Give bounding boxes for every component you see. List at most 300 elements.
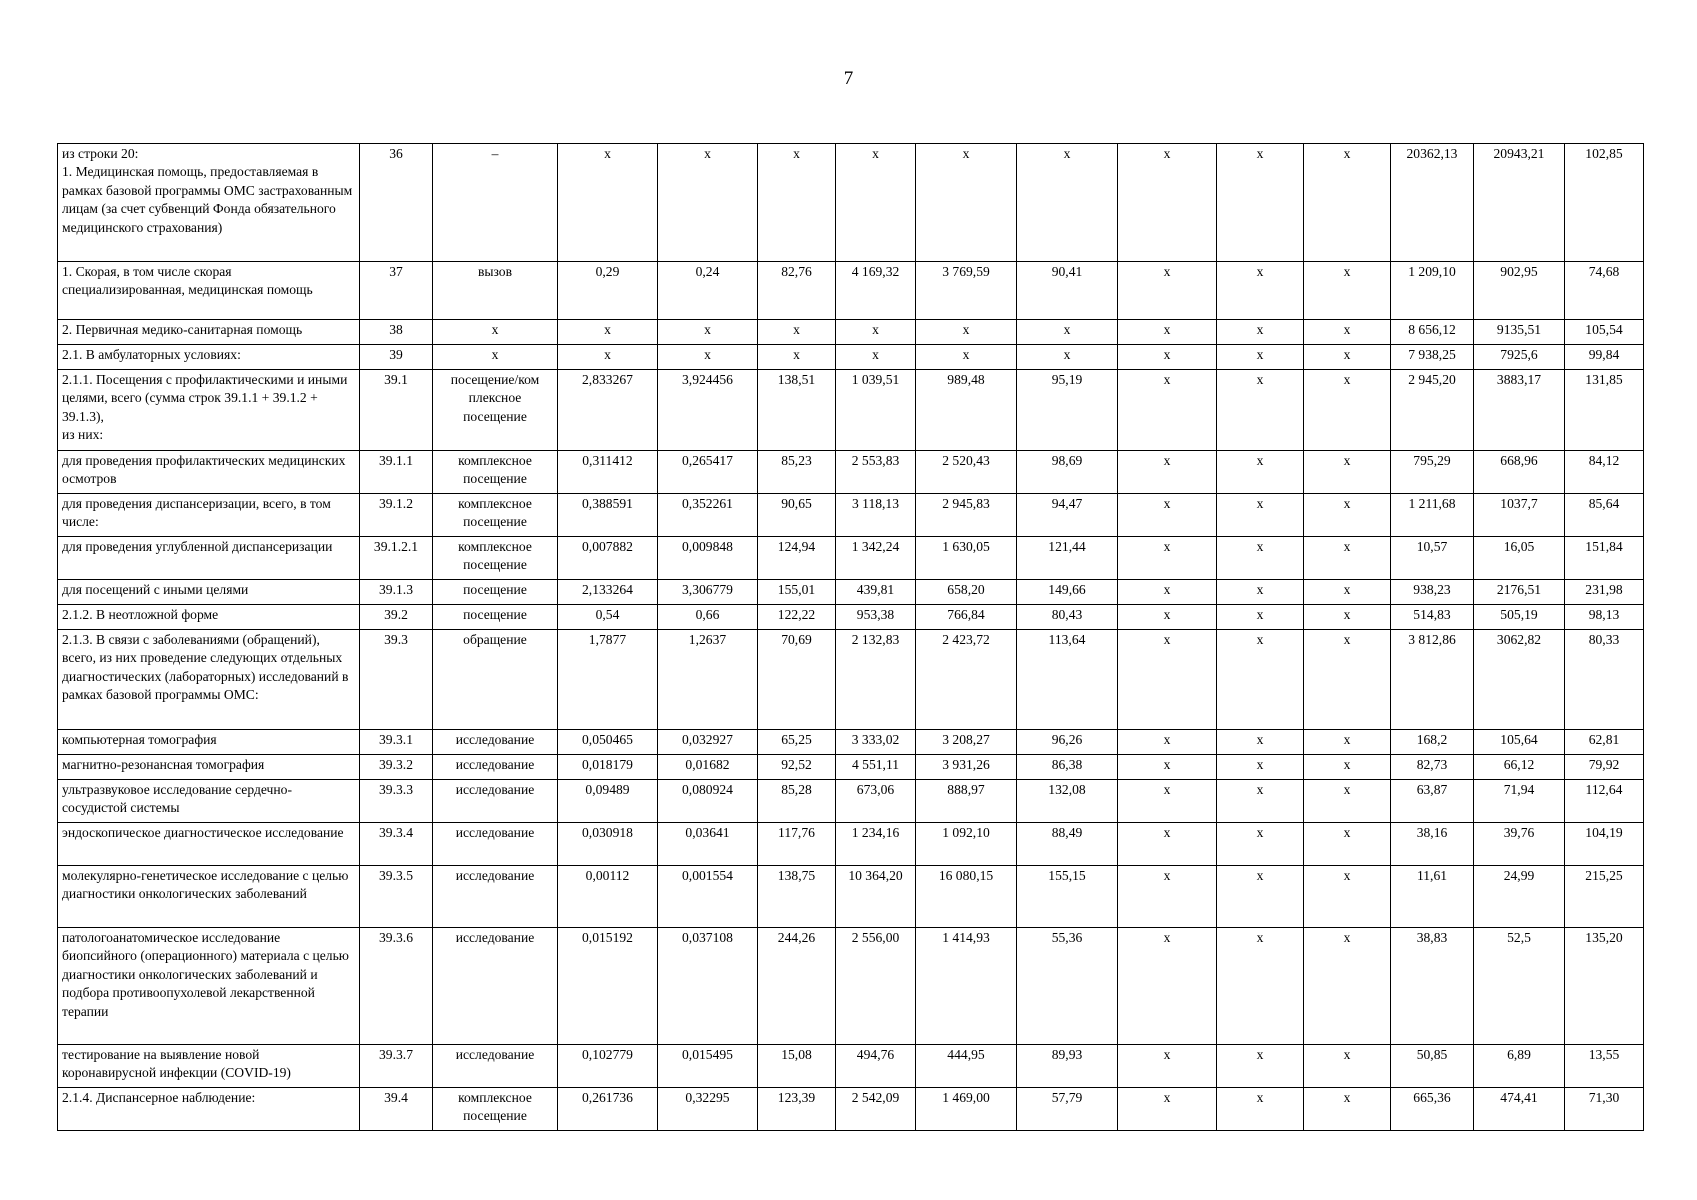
table-cell: 122,22	[758, 605, 836, 630]
table-cell: исследование	[433, 780, 558, 823]
table-row	[58, 1088, 1644, 1131]
table-row	[58, 730, 1644, 755]
table-cell: х	[1118, 580, 1217, 605]
table-row	[58, 1045, 1644, 1088]
table-cell: х	[1217, 451, 1304, 494]
table-cell: х	[1118, 1088, 1217, 1131]
table-cell: х	[1304, 262, 1391, 320]
table-cell: 658,20	[916, 580, 1017, 605]
table-cell: 0,080924	[658, 780, 758, 823]
table-cell: х	[916, 320, 1017, 345]
table-cell: 953,38	[836, 605, 916, 630]
table-cell: исследование	[433, 928, 558, 1045]
table-cell: х	[1304, 1088, 1391, 1131]
table-cell: х	[1217, 605, 1304, 630]
table-cell: х	[758, 320, 836, 345]
table-cell: 7 938,25	[1391, 345, 1474, 370]
table-cell: 514,83	[1391, 605, 1474, 630]
row-name-cell: 2.1. В амбулаторных условиях:	[58, 345, 360, 370]
table-cell: х	[558, 320, 658, 345]
table-cell: 39.3.4	[360, 823, 433, 866]
table-cell: 1 211,68	[1391, 494, 1474, 537]
table-cell: 117,76	[758, 823, 836, 866]
table-cell: 80,33	[1565, 630, 1644, 730]
table-cell: 99,84	[1565, 345, 1644, 370]
table-cell: х	[1217, 1045, 1304, 1088]
table-cell: обращение	[433, 630, 558, 730]
table-cell: 95,19	[1017, 370, 1118, 451]
table-cell: 98,13	[1565, 605, 1644, 630]
table-cell: 105,64	[1474, 730, 1565, 755]
table-cell: 3,924456	[658, 370, 758, 451]
table-cell: х	[1304, 630, 1391, 730]
table-cell: 149,66	[1017, 580, 1118, 605]
table-cell: 57,79	[1017, 1088, 1118, 1131]
table-cell: 39.1	[360, 370, 433, 451]
table-cell: х	[433, 345, 558, 370]
table-cell: 3 118,13	[836, 494, 916, 537]
table-cell: 11,61	[1391, 866, 1474, 928]
table-cell: 37	[360, 262, 433, 320]
table-cell: 0,01682	[658, 755, 758, 780]
table-cell: 3,306779	[658, 580, 758, 605]
table-cell: 52,5	[1474, 928, 1565, 1045]
table-cell: 13,55	[1565, 1045, 1644, 1088]
table-cell: 1,7877	[558, 630, 658, 730]
table-row	[58, 605, 1644, 630]
row-name-cell: компьютерная томография	[58, 730, 360, 755]
table-cell: 85,23	[758, 451, 836, 494]
row-name-cell: 2. Первичная медико-санитарная помощь	[58, 320, 360, 345]
table-cell: 39.3.7	[360, 1045, 433, 1088]
table-cell: х	[1118, 730, 1217, 755]
table-cell: 15,08	[758, 1045, 836, 1088]
table-cell: 668,96	[1474, 451, 1565, 494]
table-cell: х	[1217, 1088, 1304, 1131]
table-row	[58, 630, 1644, 730]
row-name-cell: 2.1.1. Посещения с профилактическими и иными целями, всего (сумма строк 39.1.1 + 39.1.2 + 39.1.3), из них:	[58, 370, 360, 451]
table-row	[58, 144, 1644, 262]
table-cell: 244,26	[758, 928, 836, 1045]
table-cell: х	[1217, 755, 1304, 780]
table-cell: х	[1217, 928, 1304, 1045]
table-row	[58, 866, 1644, 928]
table-cell: 113,64	[1017, 630, 1118, 730]
table-cell: 494,76	[836, 1045, 916, 1088]
table-cell: 665,36	[1391, 1088, 1474, 1131]
row-name-cell: 2.1.2. В неотложной форме	[58, 605, 360, 630]
page-number: 7	[843, 68, 854, 89]
table-cell: х	[1017, 320, 1118, 345]
table-cell: х	[1118, 755, 1217, 780]
table-cell: 0,261736	[558, 1088, 658, 1131]
table-cell: 0,001554	[658, 866, 758, 928]
table-row	[58, 370, 1644, 451]
table-row	[58, 494, 1644, 537]
table-cell: 1037,7	[1474, 494, 1565, 537]
table-cell: 39.3.3	[360, 780, 433, 823]
table-cell: х	[658, 345, 758, 370]
row-name-cell: магнитно-резонансная томография	[58, 755, 360, 780]
table-cell: х	[1304, 928, 1391, 1045]
table-cell: 98,69	[1017, 451, 1118, 494]
table-cell: х	[836, 144, 916, 262]
table-cell: 38,16	[1391, 823, 1474, 866]
table-cell: 0,102779	[558, 1045, 658, 1088]
table-cell: х	[916, 144, 1017, 262]
table-cell: х	[1217, 823, 1304, 866]
table-cell: 1 039,51	[836, 370, 916, 451]
table-cell: 3 812,86	[1391, 630, 1474, 730]
data-table	[57, 143, 1644, 1131]
table-cell: х	[1217, 345, 1304, 370]
table-cell: 65,25	[758, 730, 836, 755]
table-cell: х	[1217, 630, 1304, 730]
table-cell: х	[1217, 580, 1304, 605]
row-name-cell: для проведения профилактических медицинских осмотров	[58, 451, 360, 494]
table-cell: 0,00112	[558, 866, 658, 928]
table-cell: 0,32295	[658, 1088, 758, 1131]
table-cell: 8 656,12	[1391, 320, 1474, 345]
table-cell: 96,26	[1017, 730, 1118, 755]
table-cell: 4 551,11	[836, 755, 916, 780]
table-cell: комплексное посещение	[433, 1088, 558, 1131]
table-cell: х	[1304, 1045, 1391, 1088]
table-cell: 0,24	[658, 262, 758, 320]
table-cell: х	[1217, 730, 1304, 755]
table-cell: 0,29	[558, 262, 658, 320]
table-cell: х	[1304, 144, 1391, 262]
table-cell: 439,81	[836, 580, 916, 605]
table-row	[58, 537, 1644, 580]
table-cell: 79,92	[1565, 755, 1644, 780]
row-name-cell: патологоанатомическое исследование биопсийного (операционного) материала с целью диагностики онкологических заболеваний и подбора противоопухолевой лекарственной терапии	[58, 928, 360, 1045]
table-cell: комплексное посещение	[433, 494, 558, 537]
table-cell: 231,98	[1565, 580, 1644, 605]
table-cell: х	[1304, 345, 1391, 370]
table-cell: исследование	[433, 866, 558, 928]
table-cell: 71,94	[1474, 780, 1565, 823]
table-cell: х	[1118, 1045, 1217, 1088]
table-cell: 50,85	[1391, 1045, 1474, 1088]
table-cell: 505,19	[1474, 605, 1565, 630]
table-cell: х	[1217, 144, 1304, 262]
table-cell: 3 769,59	[916, 262, 1017, 320]
table-cell: х	[658, 320, 758, 345]
table-cell: х	[1304, 580, 1391, 605]
table-cell: 2 520,43	[916, 451, 1017, 494]
table-cell: 2 553,83	[836, 451, 916, 494]
table-cell: х	[1118, 780, 1217, 823]
table-cell: 121,44	[1017, 537, 1118, 580]
table-cell: 0,388591	[558, 494, 658, 537]
table-cell: х	[1118, 928, 1217, 1045]
table-cell: 39.3.2	[360, 755, 433, 780]
table-cell: 1,2637	[658, 630, 758, 730]
table-cell: 39.1.3	[360, 580, 433, 605]
table-cell: х	[1304, 320, 1391, 345]
table-cell: 0,311412	[558, 451, 658, 494]
table-cell: исследование	[433, 730, 558, 755]
table-cell: 105,54	[1565, 320, 1644, 345]
table-cell: х	[916, 345, 1017, 370]
table-cell: комплексное посещение	[433, 537, 558, 580]
table-cell: 673,06	[836, 780, 916, 823]
table-cell: 138,75	[758, 866, 836, 928]
table-row	[58, 928, 1644, 1045]
table-cell: 39,76	[1474, 823, 1565, 866]
table-cell: 3 931,26	[916, 755, 1017, 780]
table-cell: 82,73	[1391, 755, 1474, 780]
table-cell: х	[1118, 370, 1217, 451]
table-cell: 2 945,20	[1391, 370, 1474, 451]
table-row	[58, 345, 1644, 370]
table-cell: 0,007882	[558, 537, 658, 580]
table-cell: х	[1217, 537, 1304, 580]
table-cell: 62,81	[1565, 730, 1644, 755]
table-cell: 39.1.2.1	[360, 537, 433, 580]
row-name-cell: для проведения диспансеризации, всего, в том числе:	[58, 494, 360, 537]
table-cell: 10 364,20	[836, 866, 916, 928]
table-cell: х	[558, 345, 658, 370]
table-cell: х	[1118, 320, 1217, 345]
table-cell: 80,43	[1017, 605, 1118, 630]
table-cell: вызов	[433, 262, 558, 320]
table-cell: исследование	[433, 1045, 558, 1088]
table-cell: 90,65	[758, 494, 836, 537]
table-cell: х	[836, 345, 916, 370]
table-cell: х	[1217, 370, 1304, 451]
table-cell: 0,037108	[658, 928, 758, 1045]
row-name-cell: тестирование на выявление новой коронавирусной инфекции (COVID-19)	[58, 1045, 360, 1088]
row-name-cell: для посещений с иными целями	[58, 580, 360, 605]
table-row	[58, 262, 1644, 320]
table-cell: 1 342,24	[836, 537, 916, 580]
table-cell: 168,2	[1391, 730, 1474, 755]
table-cell: 0,54	[558, 605, 658, 630]
table-cell: 71,30	[1565, 1088, 1644, 1131]
table-cell: х	[1118, 866, 1217, 928]
table-cell: 0,030918	[558, 823, 658, 866]
table-cell: 16,05	[1474, 537, 1565, 580]
table-cell: 38	[360, 320, 433, 345]
table-cell: х	[1304, 755, 1391, 780]
row-name-cell: из строки 20: 1. Медицинская помощь, предоставляемая в рамках базовой программы ОМС застрахованным лицам (за счет субвенций Фонда обязательного медицинского страхования)	[58, 144, 360, 262]
table-cell: х	[1118, 630, 1217, 730]
table-cell: х	[836, 320, 916, 345]
table-cell: 0,009848	[658, 537, 758, 580]
table-cell: х	[1304, 823, 1391, 866]
table-cell: посещение	[433, 605, 558, 630]
table-cell: х	[1118, 262, 1217, 320]
table-cell: 888,97	[916, 780, 1017, 823]
table-cell: 39.1.2	[360, 494, 433, 537]
table-cell: 3 333,02	[836, 730, 916, 755]
table-cell: 2176,51	[1474, 580, 1565, 605]
table-cell: 3062,82	[1474, 630, 1565, 730]
table-cell: 82,76	[758, 262, 836, 320]
table-cell: 16 080,15	[916, 866, 1017, 928]
table-cell: 474,41	[1474, 1088, 1565, 1131]
table-cell: 39	[360, 345, 433, 370]
table-cell: исследование	[433, 755, 558, 780]
table-cell: х	[1118, 494, 1217, 537]
table-cell: 39.4	[360, 1088, 433, 1131]
table-cell: 0,09489	[558, 780, 658, 823]
table-cell: х	[1217, 866, 1304, 928]
table-cell: 124,94	[758, 537, 836, 580]
table-cell: 55,36	[1017, 928, 1118, 1045]
table-cell: 1 234,16	[836, 823, 916, 866]
table-cell: 39.3.6	[360, 928, 433, 1045]
table-cell: 151,84	[1565, 537, 1644, 580]
table-cell: 1 414,93	[916, 928, 1017, 1045]
table-cell: 90,41	[1017, 262, 1118, 320]
table-cell: х	[758, 144, 836, 262]
table-cell: 0,66	[658, 605, 758, 630]
table-cell: 1 092,10	[916, 823, 1017, 866]
table-cell: 0,050465	[558, 730, 658, 755]
row-name-cell: для проведения углубленной диспансеризации	[58, 537, 360, 580]
table-cell: комплексное посещение	[433, 451, 558, 494]
table-cell: 63,87	[1391, 780, 1474, 823]
table-cell: 39.3.5	[360, 866, 433, 928]
table-cell: 0,265417	[658, 451, 758, 494]
table-cell: 92,52	[758, 755, 836, 780]
table-cell: 104,19	[1565, 823, 1644, 866]
table-cell: 84,12	[1565, 451, 1644, 494]
table-cell: посещение/ком плексное посещение	[433, 370, 558, 451]
table-cell: 155,01	[758, 580, 836, 605]
table-cell: 132,08	[1017, 780, 1118, 823]
table-cell: 0,352261	[658, 494, 758, 537]
row-name-cell: ультразвуковое исследование сердечно-сосудистой системы	[58, 780, 360, 823]
table-cell: –	[433, 144, 558, 262]
table-row	[58, 580, 1644, 605]
table-row	[58, 451, 1644, 494]
table-cell: 131,85	[1565, 370, 1644, 451]
table-cell: х	[1304, 730, 1391, 755]
table-cell: 155,15	[1017, 866, 1118, 928]
table-cell: х	[1217, 320, 1304, 345]
table-cell: 89,93	[1017, 1045, 1118, 1088]
table-cell: 9135,51	[1474, 320, 1565, 345]
table-cell: х	[1118, 537, 1217, 580]
table-cell: х	[433, 320, 558, 345]
table-cell: 2 556,00	[836, 928, 916, 1045]
table-cell: х	[1304, 605, 1391, 630]
table-cell: 1 469,00	[916, 1088, 1017, 1131]
table-cell: х	[1217, 780, 1304, 823]
table-cell: х	[758, 345, 836, 370]
table-cell: 38,83	[1391, 928, 1474, 1045]
table-cell: 1 630,05	[916, 537, 1017, 580]
table-cell: х	[1217, 494, 1304, 537]
table-cell: посещение	[433, 580, 558, 605]
table-cell: 112,64	[1565, 780, 1644, 823]
table-cell: х	[1118, 451, 1217, 494]
table-cell: 0,015192	[558, 928, 658, 1045]
table-cell: 39.3	[360, 630, 433, 730]
table-row	[58, 320, 1644, 345]
table-cell: 123,39	[758, 1088, 836, 1131]
table-row	[58, 823, 1644, 866]
table-cell: 39.1.1	[360, 451, 433, 494]
table-cell: 2,833267	[558, 370, 658, 451]
table-cell: х	[1304, 451, 1391, 494]
table-cell: 24,99	[1474, 866, 1565, 928]
table-cell: 70,69	[758, 630, 836, 730]
table-cell: 215,25	[1565, 866, 1644, 928]
table-cell: х	[1118, 345, 1217, 370]
table-cell: 766,84	[916, 605, 1017, 630]
table-cell: 938,23	[1391, 580, 1474, 605]
table-cell: 795,29	[1391, 451, 1474, 494]
table-cell: 1 209,10	[1391, 262, 1474, 320]
table-cell: х	[1304, 780, 1391, 823]
table-cell: 10,57	[1391, 537, 1474, 580]
table-cell: 0,032927	[658, 730, 758, 755]
table-row	[58, 755, 1644, 780]
row-name-cell: молекулярно-генетическое исследование с целью диагностики онкологических заболеваний	[58, 866, 360, 928]
table-cell: 0,03641	[658, 823, 758, 866]
table-cell: 2 945,83	[916, 494, 1017, 537]
table-cell: 2 423,72	[916, 630, 1017, 730]
table-cell: х	[558, 144, 658, 262]
row-name-cell: 2.1.4. Диспансерное наблюдение:	[58, 1088, 360, 1131]
table-cell: 39.2	[360, 605, 433, 630]
table-cell: 66,12	[1474, 755, 1565, 780]
table-cell: 2,133264	[558, 580, 658, 605]
table-cell: 138,51	[758, 370, 836, 451]
table-cell: 902,95	[1474, 262, 1565, 320]
table-cell: 444,95	[916, 1045, 1017, 1088]
table-cell: 0,015495	[658, 1045, 758, 1088]
row-name-cell: 2.1.3. В связи с заболеваниями (обращений), всего, из них проведение следующих отдельных диагностических (лабораторных) исследований в рамках базовой программы ОМС:	[58, 630, 360, 730]
table-cell: х	[658, 144, 758, 262]
table-cell: 94,47	[1017, 494, 1118, 537]
table-cell: х	[1217, 262, 1304, 320]
table-cell: 85,28	[758, 780, 836, 823]
table-cell: 85,64	[1565, 494, 1644, 537]
table-cell: 989,48	[916, 370, 1017, 451]
table-cell: х	[1118, 823, 1217, 866]
table-cell: 2 132,83	[836, 630, 916, 730]
table-cell: 39.3.1	[360, 730, 433, 755]
table-cell: х	[1304, 537, 1391, 580]
table-cell: х	[1304, 370, 1391, 451]
row-name-cell: эндоскопическое диагностическое исследование	[58, 823, 360, 866]
table-cell: х	[1304, 866, 1391, 928]
table-cell: 2 542,09	[836, 1088, 916, 1131]
table-cell: исследование	[433, 823, 558, 866]
table-cell: х	[1118, 605, 1217, 630]
table-cell: 0,018179	[558, 755, 658, 780]
table-cell: 20943,21	[1474, 144, 1565, 262]
table-row	[58, 780, 1644, 823]
table-cell: 20362,13	[1391, 144, 1474, 262]
table-cell: х	[1118, 144, 1217, 262]
table-cell: 36	[360, 144, 433, 262]
table-cell: 4 169,32	[836, 262, 916, 320]
table-cell: х	[1304, 494, 1391, 537]
table-cell: 88,49	[1017, 823, 1118, 866]
table-cell: 6,89	[1474, 1045, 1565, 1088]
table-cell: 3883,17	[1474, 370, 1565, 451]
table-cell: х	[1017, 144, 1118, 262]
table-cell: 135,20	[1565, 928, 1644, 1045]
table-cell: 86,38	[1017, 755, 1118, 780]
